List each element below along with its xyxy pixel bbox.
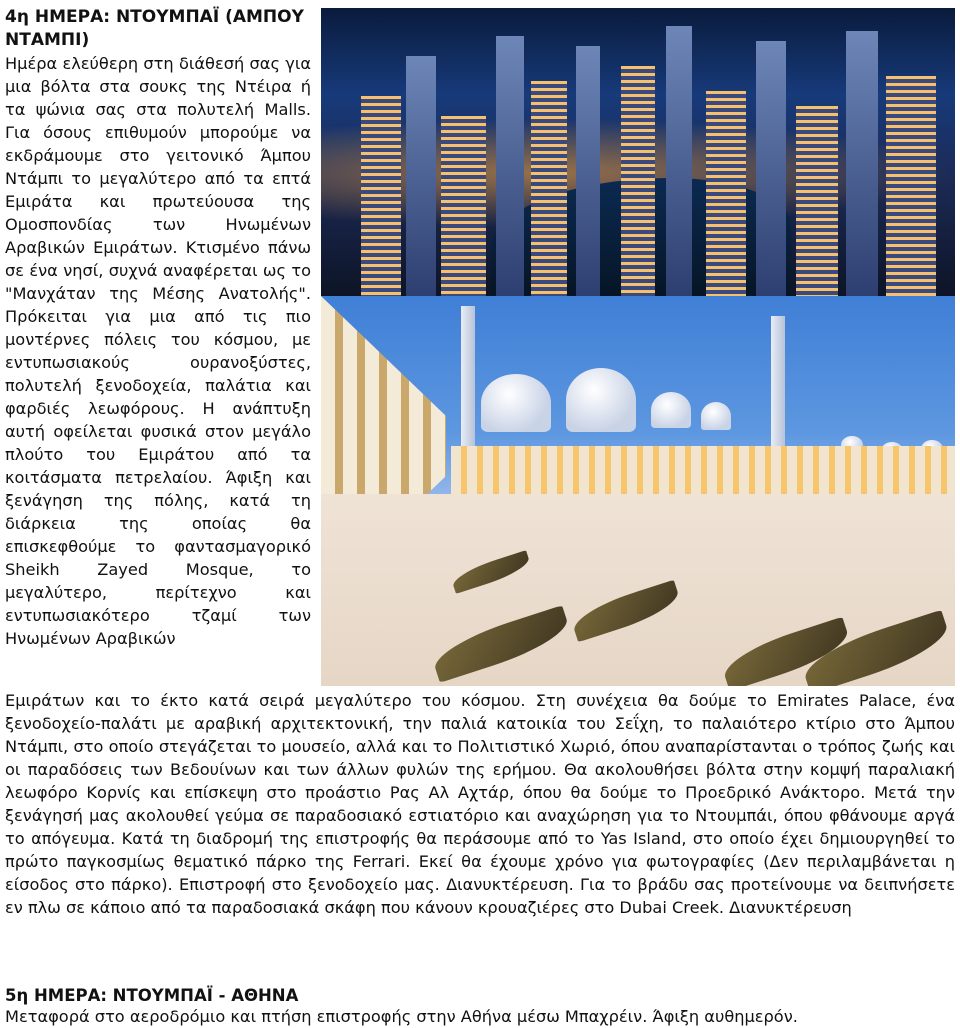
day5-title: 5η ΗΜΕΡΑ: ΝΤΟΥΜΠΑΪ - ΑΘΗΝΑ — [5, 986, 299, 1005]
day4-body-continued: Εμιράτων και το έκτο κατά σειρά μεγαλύτερο του κόσμου. Στη συνέχεια θα δούμε το Emirates Palace, ένα ξενοδοχείο-παλάτι με αραβική αρχιτεκτονική, την παλιά κατοικία του Σεΐχη, το παλαιότερο κτίριο στο Άμπου Ντάμπι, στο οποίο στεγάζεται το μουσείο, αλλά και το Πολιτιστικό Χωριό, όπου αναπαρίστανται ο τρόπος ζωής και οι παραδόσεις των Βεδουίνων και των άλλων φυλών της ερήμου. Θα ακολουθήσει βόλτα στην κομψή παραλιακή λεωφόρο Κορνίς και επίσκεψη στο προάστιο Ρας Αλ Αχτάρ, όπου θα δούμε το Προεδρικό Ανάκτορο. Μετά την ξενάγησή μας ακολουθεί γεύμα σε παραδοσιακό εστιατόριο και αναχώρηση για το Ντουμπάι, όπου φθάνουμε αργά το απόγευμα. Κατά τη διαδρομή της επιστροφής θα περάσουμε από το Yas Island, στο οποίο έχει δημιουργηθεί το πρώτο παγκοσμίως θεματικό πάρκο της Ferrari. Εκεί θα έχουμε χρόνο για φωτογραφίες (Δεν περιλαμβάνεται η είσοδος στο πάρκο). Επιστροφή στο ξενοδοχείο μας. Διανυκτέρευση. Για το βράδυ σας προτείνουμε να δειπνήσετε εν πλω σε κάποιο από τα παραδοσιακά σκάφη που κάνουν κρουαζιέρες στο Dubai Creek. Διανυκτέρευση — [5, 691, 955, 917]
day5-body: Μεταφορά στο αεροδρόμιο και πτήση επιστροφής στην Αθήνα μέσω Μπαχρέιν. Άφιξη αυθημερόν. — [5, 1007, 798, 1026]
dubai-skyline-photo — [321, 8, 955, 296]
day5-section — [5, 985, 955, 1027]
sheikh-zayed-mosque-photo — [321, 296, 955, 686]
day4-body-wrapped: Ημέρα ελεύθερη στη διάθεσή σας για μια βόλτα στα σουκς της Ντέιρα ή τα ψώνια σας στα πολυτελή Malls. Για όσους επιθυμούν μπορούμε να εκδράμουμε στο γειτονικό Άμπου Ντάμπι το μεγαλύτερο από τα επτά Εμιράτα και πρωτεύουσα της Ομοσπονδίας των Ηνωμένων Αραβικών Εμιράτων. Κτισμένο πάνω σε ένα νησί, συχνά αναφέρεται ως το "Μανχάταν της Μέσης Ανατολής". Πρόκειται για μια από τις πιο μοντέρνες πόλεις του κόσμου, με εντυπωσιακούς ουρανοξύστες, πολυτελή ξενοδοχεία, παλάτια και φαρδιές λεωφόρους. Η ανάπτυξη αυτή οφείλεται φυσικά στον μεγάλο πλούτο του Εμιράτου από τα κοιτάσματα πετρελαίου. Άφιξη και ξενάγηση της πόλης, κατά τη διάρκεια της οποίας θα επισκεφθούμε το φαντασμαγορικό Sheikh Zayed Mosque, το μεγαλύτερο, περίτεχνο και εντυπωσιακότερο τζαμί των Ηνωμένων Αραβικών — [5, 54, 311, 648]
day4-title: 4η ΗΜΕΡΑ: ΝΤΟΥΜΠΑΪ (ΑΜΠΟΥ ΝΤΑΜΠΙ) — [5, 7, 304, 50]
day4-section — [5, 6, 955, 686]
photo-column — [321, 8, 955, 686]
